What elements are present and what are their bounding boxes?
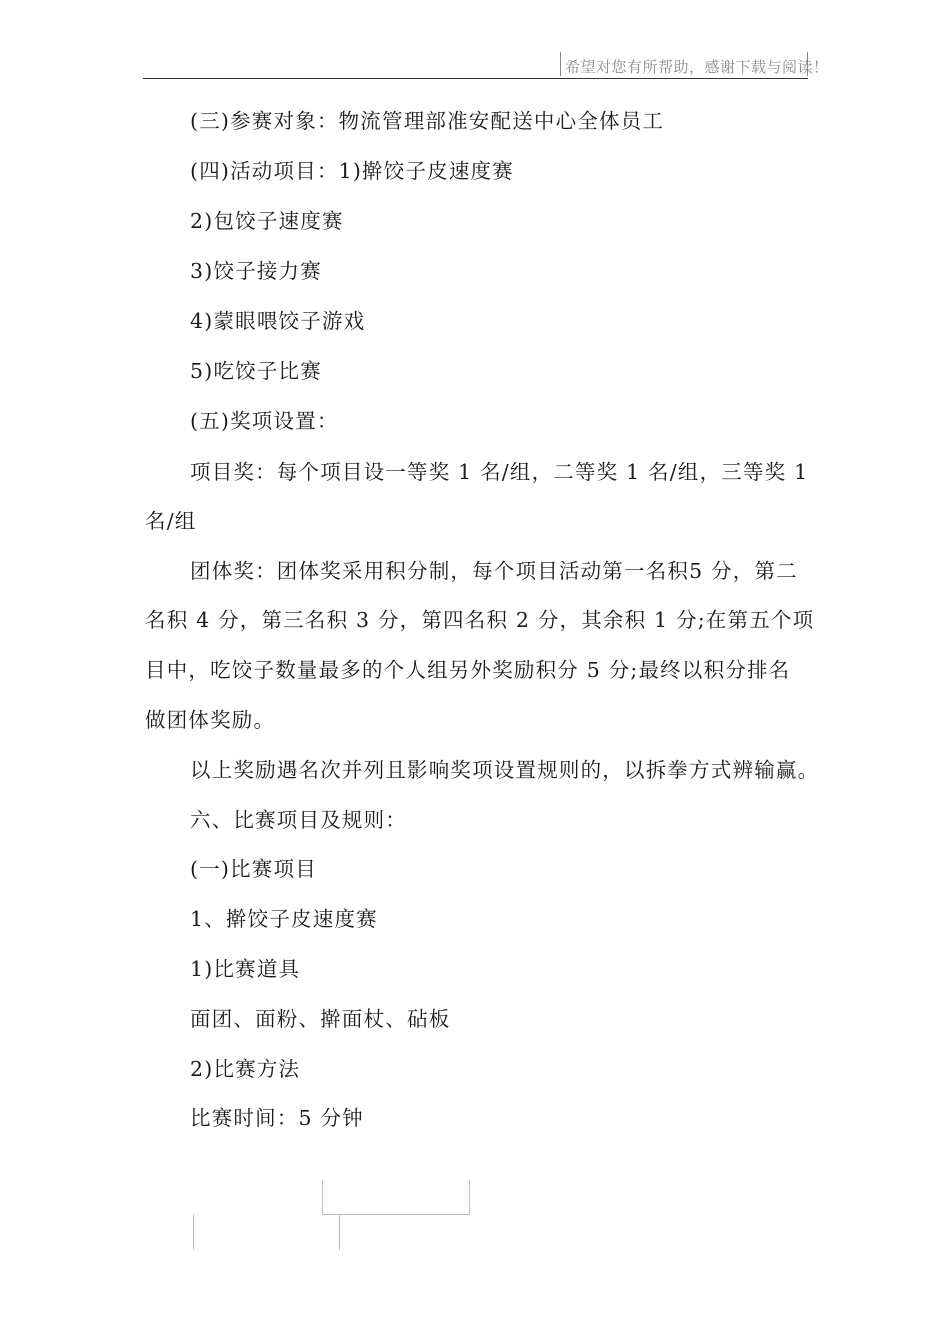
- text-line: 1)比赛道具: [190, 957, 301, 981]
- border-fragment: [193, 1214, 194, 1250]
- header-text: 希望对您有所帮助，感谢下载与阅读！: [565, 58, 829, 76]
- text-line: 以上奖励遇名次并列且影响奖项设置规则的，以拆拳方式辨输赢。: [190, 758, 820, 782]
- text-line: (三)参赛对象：物流管理部准安配送中心全体员工: [190, 109, 665, 133]
- header-rule: [143, 78, 808, 79]
- text-line: 团体奖：团体奖采用积分制，每个项目活动第一名积5 分，第二: [190, 559, 798, 583]
- text-line: 名/组: [145, 509, 197, 533]
- text-line: (一)比赛项目: [190, 857, 317, 881]
- text-line: (五)奖项设置：: [190, 409, 339, 433]
- text-line: 目中，吃饺子数量最多的个人组另外奖励积分 5 分;最终以积分排名: [145, 658, 791, 682]
- border-fragment: [322, 1180, 470, 1215]
- text-line: 1、擀饺子皮速度赛: [190, 907, 378, 931]
- text-line: 做团体奖励。: [145, 708, 276, 732]
- text-line: 项目奖：每个项目设一等奖 1 名/组，二等奖 1 名/组，三等奖 1: [190, 460, 809, 484]
- text-line: 3)饺子接力赛: [190, 259, 322, 283]
- text-line: 比赛时间：5 分钟: [190, 1106, 364, 1130]
- text-line: 面团、面粉、擀面杖、砧板: [190, 1007, 451, 1031]
- text-line: (四)活动项目：1)擀饺子皮速度赛: [190, 159, 514, 183]
- text-line: 名积 4 分，第三名积 3 分，第四名积 2 分，其余积 1 分;在第五个项: [145, 608, 815, 632]
- text-line: 2)比赛方法: [190, 1057, 301, 1081]
- text-line: 六、比赛项目及规则：: [190, 808, 407, 832]
- text-line: 2)包饺子速度赛: [190, 209, 344, 233]
- border-fragment: [339, 1214, 340, 1250]
- text-line: 4)蒙眼喂饺子游戏: [190, 309, 366, 333]
- text-line: 5)吃饺子比赛: [190, 359, 322, 383]
